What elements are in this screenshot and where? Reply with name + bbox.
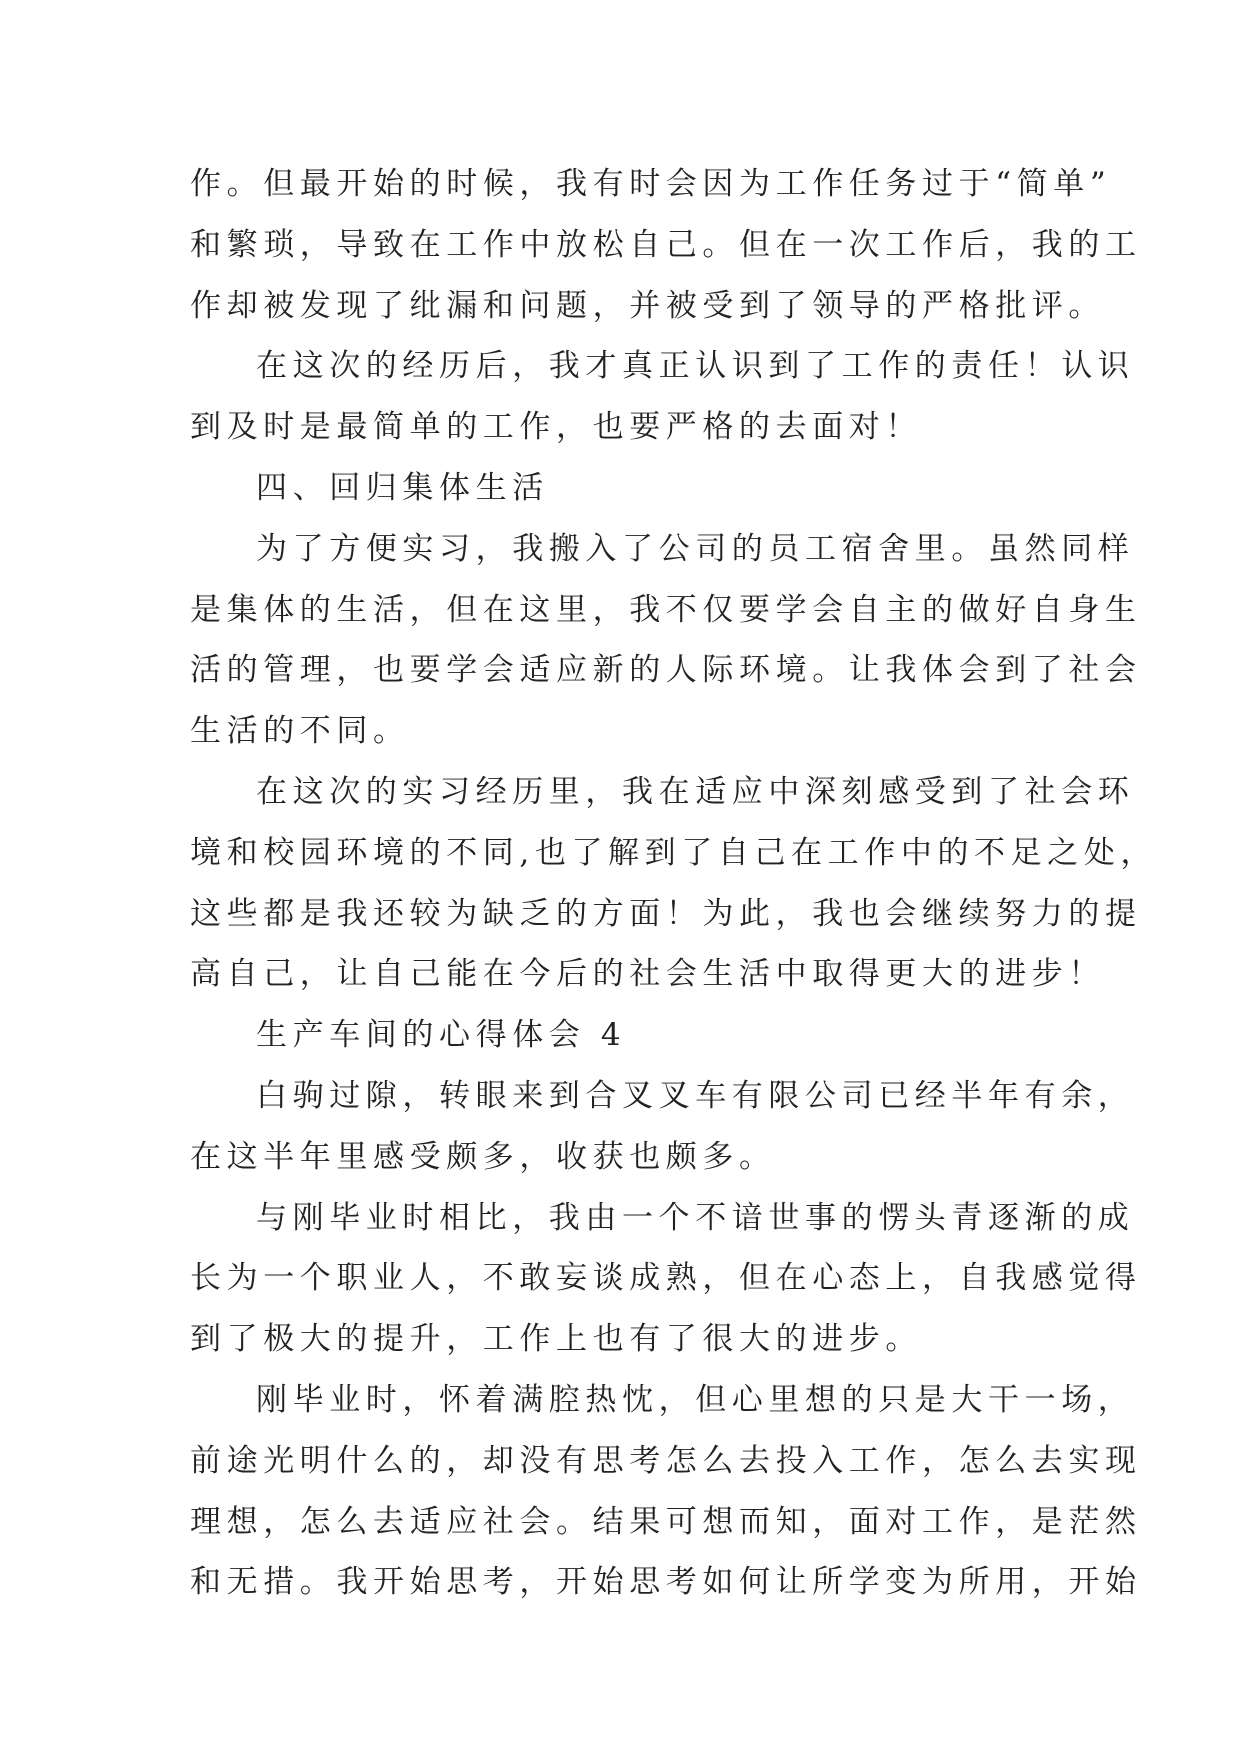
paragraph-line: 高自己，让自己能在今后的社会生活中取得更大的进步！ [190,956,1105,993]
paragraph-line: 前途光明什么的，却没有思考怎么去投入工作，怎么去实现 [190,1442,1142,1479]
document-body [190,154,1158,1613]
paragraph-line: 生活的不同。 [190,713,410,750]
paragraph-first-line: 与刚毕业时相比，我由一个不谙世事的愣头青逐渐的成 [256,1199,1135,1236]
paragraph-first-line: 在这次的实习经历里，我在适应中深刻感受到了社会环 [256,773,1135,810]
paragraph-line: 长为一个职业人，不敢妄谈成熟，但在心态上，自我感觉得 [190,1260,1142,1297]
paragraph-line: 和无措。我开始思考，开始思考如何让所学变为所用，开始 [190,1564,1142,1601]
paragraph-first-line: 白驹过隙，转眼来到合叉叉车有限公司已经半年有余， [256,1077,1135,1114]
paragraph-first-line: 四、回归集体生活 [256,469,549,506]
paragraph-line: 活的管理，也要学会适应新的人际环境。让我体会到了社会 [190,652,1142,689]
paragraph-line: 作。但最开始的时候，我有时会因为工作任务过于“简单” [190,166,1112,202]
paragraph-first-line: 刚毕业时，怀着满腔热忱，但心里想的只是大干一场， [256,1381,1135,1418]
paragraph-line: 到了极大的提升，工作上也有了很大的进步。 [190,1321,922,1358]
paragraph-first-line: 为了方便实习，我搬入了公司的员工宿舍里。虽然同样 [256,530,1135,567]
paragraph-line: 这些都是我还较为缺乏的方面！为此，我也会继续努力的提 [190,895,1142,932]
paragraph-line: 到及时是最简单的工作，也要严格的去面对！ [190,409,922,446]
paragraph-line: 理想，怎么去适应社会。结果可想而知，面对工作，是茫然 [190,1503,1142,1540]
paragraph-first-line: 生产车间的心得体会 4 [256,1017,627,1054]
paragraph-line: 在这半年里感受颇多，收获也颇多。 [190,1138,776,1175]
paragraph-first-line: 在这次的经历后，我才真正认识到了工作的责任！认识 [256,348,1135,385]
paragraph-line: 境和校园环境的不同,也了解到了自己在工作中的不足之处， [190,834,1158,871]
paragraph-line: 是集体的生活，但在这里，我不仅要学会自主的做好自身生 [190,591,1142,628]
paragraph-line: 和繁琐，导致在工作中放松自己。但在一次工作后，我的工 [190,226,1142,263]
paragraph-line: 作却被发现了纰漏和问题，并被受到了领导的严格批评。 [190,287,1105,324]
